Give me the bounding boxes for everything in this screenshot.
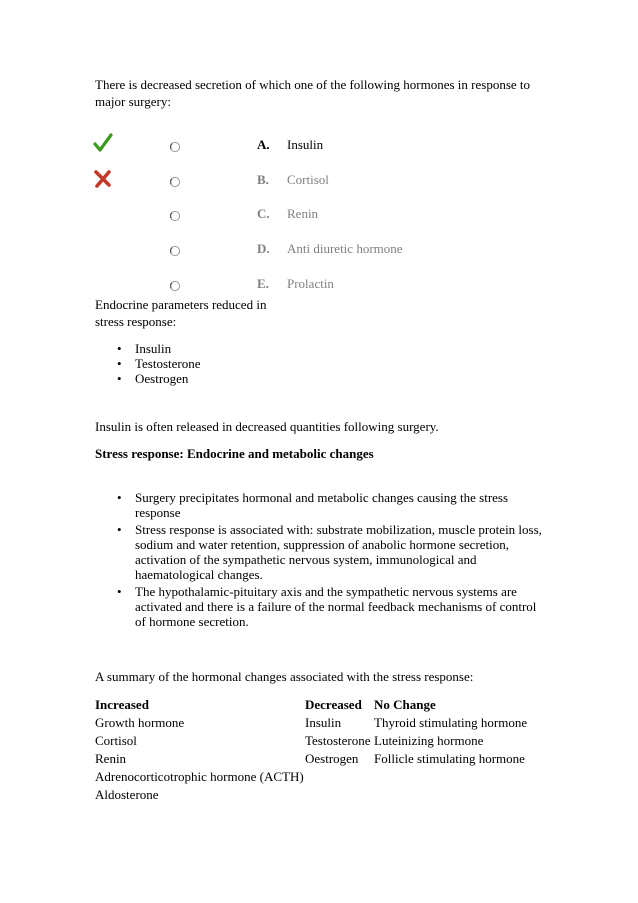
option-a[interactable]: [0, 135, 638, 155]
table-cell: Adrenocorticotrophic hormone (ACTH): [95, 769, 304, 784]
radio-button-c[interactable]: [169, 209, 181, 221]
column-header-decreased: Decreased: [305, 697, 362, 712]
question-text: There is decreased secretion of which one of the following hormones in response to major surgery:: [95, 77, 531, 109]
list-item: • Insulin: [95, 341, 495, 356]
option-label: Insulin: [287, 137, 324, 152]
table-cell: Growth hormone: [95, 715, 185, 730]
option-d[interactable]: [0, 239, 638, 259]
table-cell: Renin: [95, 751, 127, 766]
endocrine-list: [95, 341, 495, 386]
option-letter: B.: [257, 172, 269, 187]
option-label: Prolactin: [287, 276, 334, 291]
option-b[interactable]: [0, 170, 638, 190]
radio-button-e[interactable]: [169, 279, 181, 291]
table-cell: Oestrogen: [305, 751, 359, 766]
endocrine-heading: Endocrine parameters reduced in stress response:: [95, 297, 267, 329]
list-item: • Stress response is associated with: substrate mobilization, muscle protein loss, sodium and water retention, suppression of anabolic hormone secretion, activation of the sympathetic nervous system, immunological and haematological changes.: [95, 522, 545, 582]
list-item: • Surgery precipitates hormonal and metabolic changes causing the stress response: [95, 490, 545, 520]
option-label: Renin: [287, 206, 319, 221]
cross-icon: [92, 168, 114, 190]
insulin-note: Insulin is often released in decreased quantities following surgery.: [95, 419, 439, 434]
column-header-no-change: No Change: [374, 697, 436, 712]
table-cell: Follicle stimulating hormone: [374, 751, 525, 766]
table-cell: Luteinizing hormone: [374, 733, 484, 748]
hormone-summary-table: [95, 697, 545, 807]
table-cell: Testosterone: [305, 733, 371, 748]
radio-button-a[interactable]: [169, 140, 181, 152]
radio-button-b[interactable]: [169, 175, 181, 187]
list-item: • Testosterone: [95, 356, 495, 371]
table-cell: Thyroid stimulating hormone: [374, 715, 528, 730]
option-label: Cortisol: [287, 172, 329, 187]
list-item: • The hypothalamic-pituitary axis and the sympathetic nervous systems are activated and there is a failure of the normal feedback mechanisms of control of hormone secretion.: [95, 584, 545, 629]
table-cell: Insulin: [305, 715, 342, 730]
column-header-increased: Increased: [95, 697, 149, 712]
stress-list: [95, 490, 545, 629]
option-letter: C.: [257, 206, 270, 221]
table-cell: Cortisol: [95, 733, 137, 748]
option-e[interactable]: [0, 274, 638, 294]
option-letter: D.: [257, 241, 270, 256]
option-label: Anti diuretic hormone: [287, 241, 403, 256]
section-heading: Stress response: Endocrine and metabolic changes: [95, 446, 374, 461]
option-letter: A.: [257, 137, 270, 152]
option-letter: E.: [257, 276, 269, 291]
list-item: • Oestrogen: [95, 371, 495, 386]
option-c[interactable]: [0, 204, 638, 224]
radio-button-d[interactable]: [169, 244, 181, 256]
table-cell: Aldosterone: [95, 787, 159, 802]
check-icon: [92, 132, 114, 154]
summary-intro: A summary of the hormonal changes associated with the stress response:: [95, 669, 474, 684]
